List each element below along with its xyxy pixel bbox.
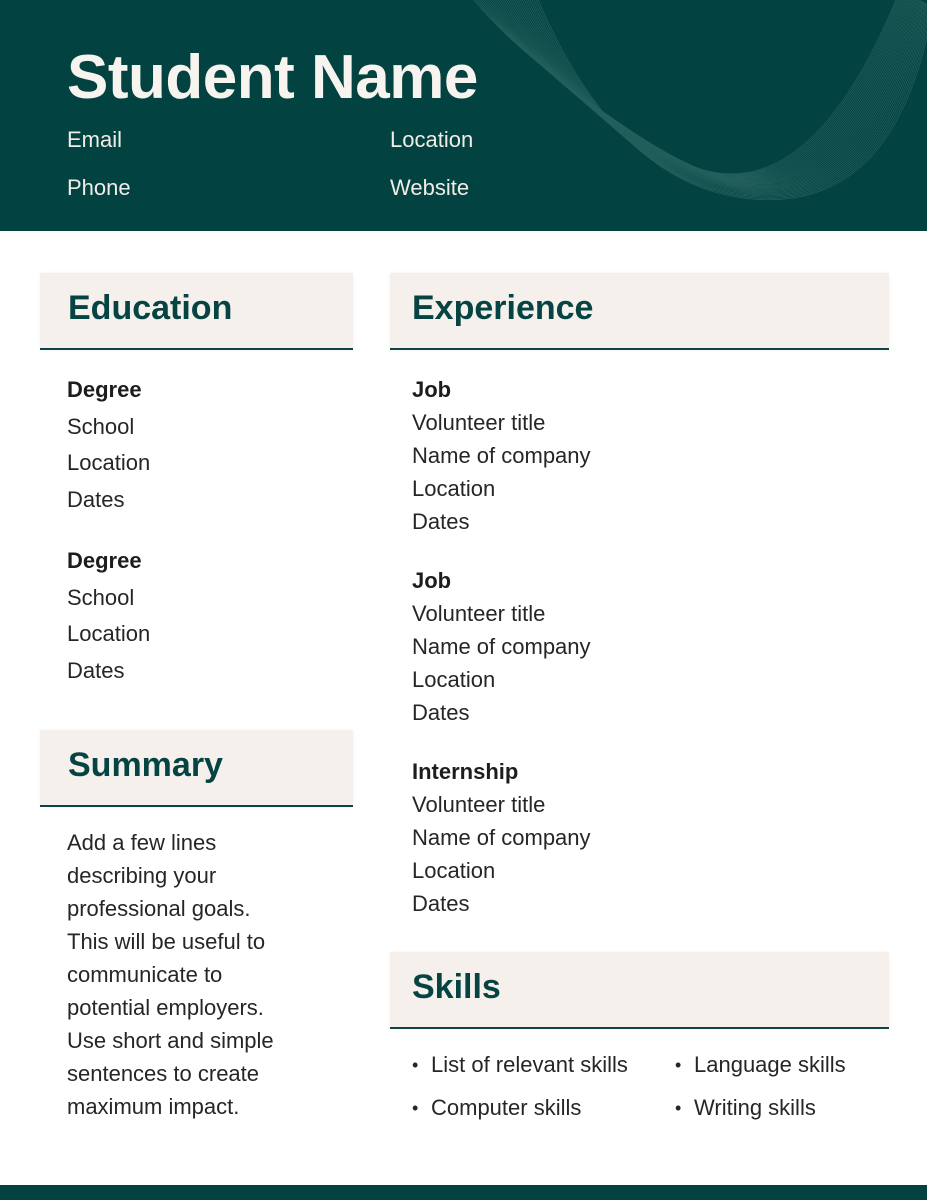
decorative-arc bbox=[480, 0, 905, 176]
decorative-arc bbox=[512, 0, 921, 187]
skill-item: • Writing skills bbox=[675, 1095, 816, 1121]
role-label: Volunteer title bbox=[412, 792, 546, 817]
summary-section-header bbox=[40, 730, 353, 807]
experience-section-header bbox=[390, 273, 889, 350]
skills-title: Skills bbox=[412, 968, 501, 1006]
education-entry bbox=[67, 372, 150, 519]
dates-label: Dates bbox=[412, 891, 470, 916]
location-label: Location bbox=[412, 667, 496, 692]
decorative-arc bbox=[496, 0, 913, 181]
school-label: School bbox=[67, 584, 135, 610]
summary-line: maximum impact. bbox=[67, 1094, 240, 1119]
dates-label: Dates bbox=[67, 658, 125, 684]
summary-text bbox=[67, 826, 337, 1123]
decorative-arc bbox=[478, 0, 904, 176]
location-field: Location bbox=[390, 127, 474, 152]
dates-label: Dates bbox=[67, 487, 125, 513]
footer-bar bbox=[0, 1185, 927, 1200]
job-type-label: Job bbox=[412, 568, 452, 593]
role-label: Volunteer title bbox=[412, 601, 546, 626]
education-title: Education bbox=[68, 289, 233, 327]
summary-line: This will be useful to bbox=[67, 929, 266, 954]
location-label: Location bbox=[67, 621, 151, 647]
dates-label: Dates bbox=[412, 700, 470, 725]
resume-header bbox=[0, 0, 927, 231]
summary-title: Summary bbox=[68, 746, 223, 784]
company-label: Name of company bbox=[412, 825, 591, 850]
student-name: Student Name bbox=[67, 43, 478, 112]
experience-entry bbox=[412, 564, 591, 729]
decorative-arc bbox=[490, 0, 910, 179]
summary-line: professional goals. bbox=[67, 896, 251, 921]
summary-line: Add a few lines bbox=[67, 830, 217, 855]
role-label: Volunteer title bbox=[412, 410, 546, 435]
decorative-arc bbox=[510, 0, 920, 186]
education-section-header bbox=[40, 273, 353, 350]
dates-label: Dates bbox=[412, 509, 470, 534]
decorative-arc bbox=[526, 0, 927, 194]
summary-line: sentences to create bbox=[67, 1061, 260, 1086]
skill-item: • Language skills bbox=[675, 1052, 846, 1078]
job-type-label: Job bbox=[412, 377, 452, 402]
summary-line: Use short and simple bbox=[67, 1028, 274, 1053]
location-label: Location bbox=[67, 450, 151, 476]
location-label: Location bbox=[412, 858, 496, 883]
website-field: Website bbox=[390, 175, 470, 200]
skill-item: • Computer skills bbox=[412, 1095, 581, 1121]
summary-line: communicate to bbox=[67, 962, 223, 987]
decorative-arc bbox=[474, 0, 902, 175]
experience-entry bbox=[412, 373, 591, 538]
company-label: Name of company bbox=[412, 443, 591, 468]
company-label: Name of company bbox=[412, 634, 591, 659]
location-label: Location bbox=[412, 476, 496, 501]
job-type-label: Internship bbox=[412, 759, 519, 784]
decorative-arc bbox=[492, 0, 911, 180]
summary-line: potential employers. bbox=[67, 995, 264, 1020]
decorative-arc bbox=[484, 0, 907, 177]
decorative-line-pattern bbox=[460, 0, 927, 231]
decorative-arc bbox=[486, 0, 908, 178]
decorative-arc bbox=[504, 0, 917, 184]
school-label: School bbox=[67, 413, 135, 439]
email-field: Email bbox=[67, 127, 123, 152]
experience-title: Experience bbox=[412, 289, 594, 327]
degree-label: Degree bbox=[67, 377, 142, 402]
decorative-arc bbox=[472, 0, 901, 174]
education-entry bbox=[67, 543, 150, 690]
skills-section-header bbox=[390, 952, 889, 1029]
decorative-arc bbox=[528, 0, 927, 195]
experience-entry bbox=[412, 755, 591, 920]
skill-item: • List of relevant skills bbox=[412, 1052, 628, 1078]
summary-line: describing your bbox=[67, 863, 217, 888]
degree-label: Degree bbox=[67, 548, 142, 573]
phone-field: Phone bbox=[67, 175, 131, 200]
